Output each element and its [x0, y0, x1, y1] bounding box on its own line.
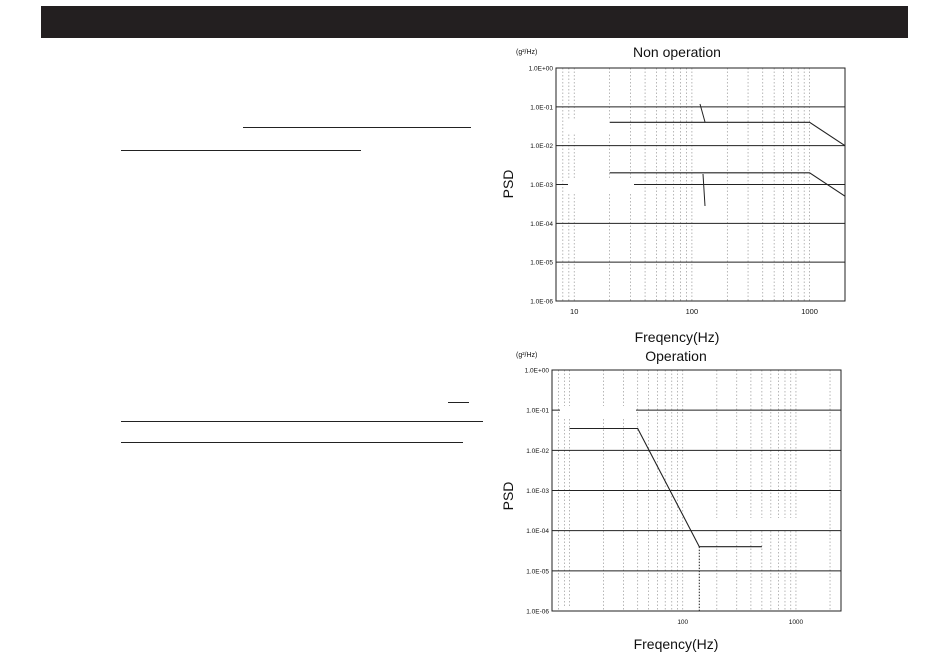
header-bar: [41, 6, 908, 38]
grid-gap: [696, 518, 800, 530]
underline: [121, 421, 483, 422]
y-tick-label: 1.0E+00: [524, 367, 549, 375]
grid-gap: [568, 120, 612, 134]
chart-title: Non operation: [633, 44, 721, 60]
y-tick-label: 1.0E-05: [526, 568, 549, 576]
y-tick-label: 1.0E-01: [526, 407, 549, 415]
underline: [448, 402, 469, 403]
grid-gap: [708, 170, 722, 184]
y-axis-label: PSD: [500, 169, 516, 199]
underline: [121, 442, 463, 443]
y-tick-label: 1.0E-02: [526, 447, 549, 455]
y-tick-label: 1.0E+00: [528, 65, 553, 73]
y-tick-label: 1.0E-03: [530, 182, 553, 189]
psd-chart-operation: [500, 348, 850, 653]
y-tick-label: 1.0E-04: [530, 220, 553, 228]
y-tick-label: 1.0E-06: [526, 608, 549, 616]
y-tick-label: 1.0E-03: [526, 488, 549, 495]
x-tick-label: 1000: [801, 307, 818, 316]
underline: [121, 150, 361, 151]
x-tick-label: 1000: [788, 619, 804, 626]
pointer-line: [703, 174, 705, 206]
y-tick-label: 1.0E-01: [530, 104, 553, 112]
y-axis-label: PSD: [500, 481, 516, 511]
x-tick-label: 100: [685, 307, 699, 316]
y-tick-label: 1.0E-02: [530, 143, 553, 151]
x-axis-label: Freqency(Hz): [634, 329, 720, 345]
x-axis-label: Freqency(Hz): [633, 636, 719, 652]
underline: [243, 127, 471, 128]
x-tick-label: 10: [570, 307, 579, 316]
grid-gap: [560, 406, 636, 418]
y-unit-label: (g²/Hz): [516, 49, 538, 56]
y-unit-label: (g²/Hz): [516, 352, 538, 359]
y-tick-label: 1.0E-06: [530, 298, 553, 306]
y-tick-label: 1.0E-05: [530, 259, 553, 267]
grid-gap: [568, 179, 634, 193]
chart-title: Operation: [645, 348, 707, 364]
x-tick-label: 100: [677, 619, 689, 626]
psd-chart-non-operation: [500, 44, 850, 349]
y-tick-label: 1.0E-04: [526, 528, 549, 536]
